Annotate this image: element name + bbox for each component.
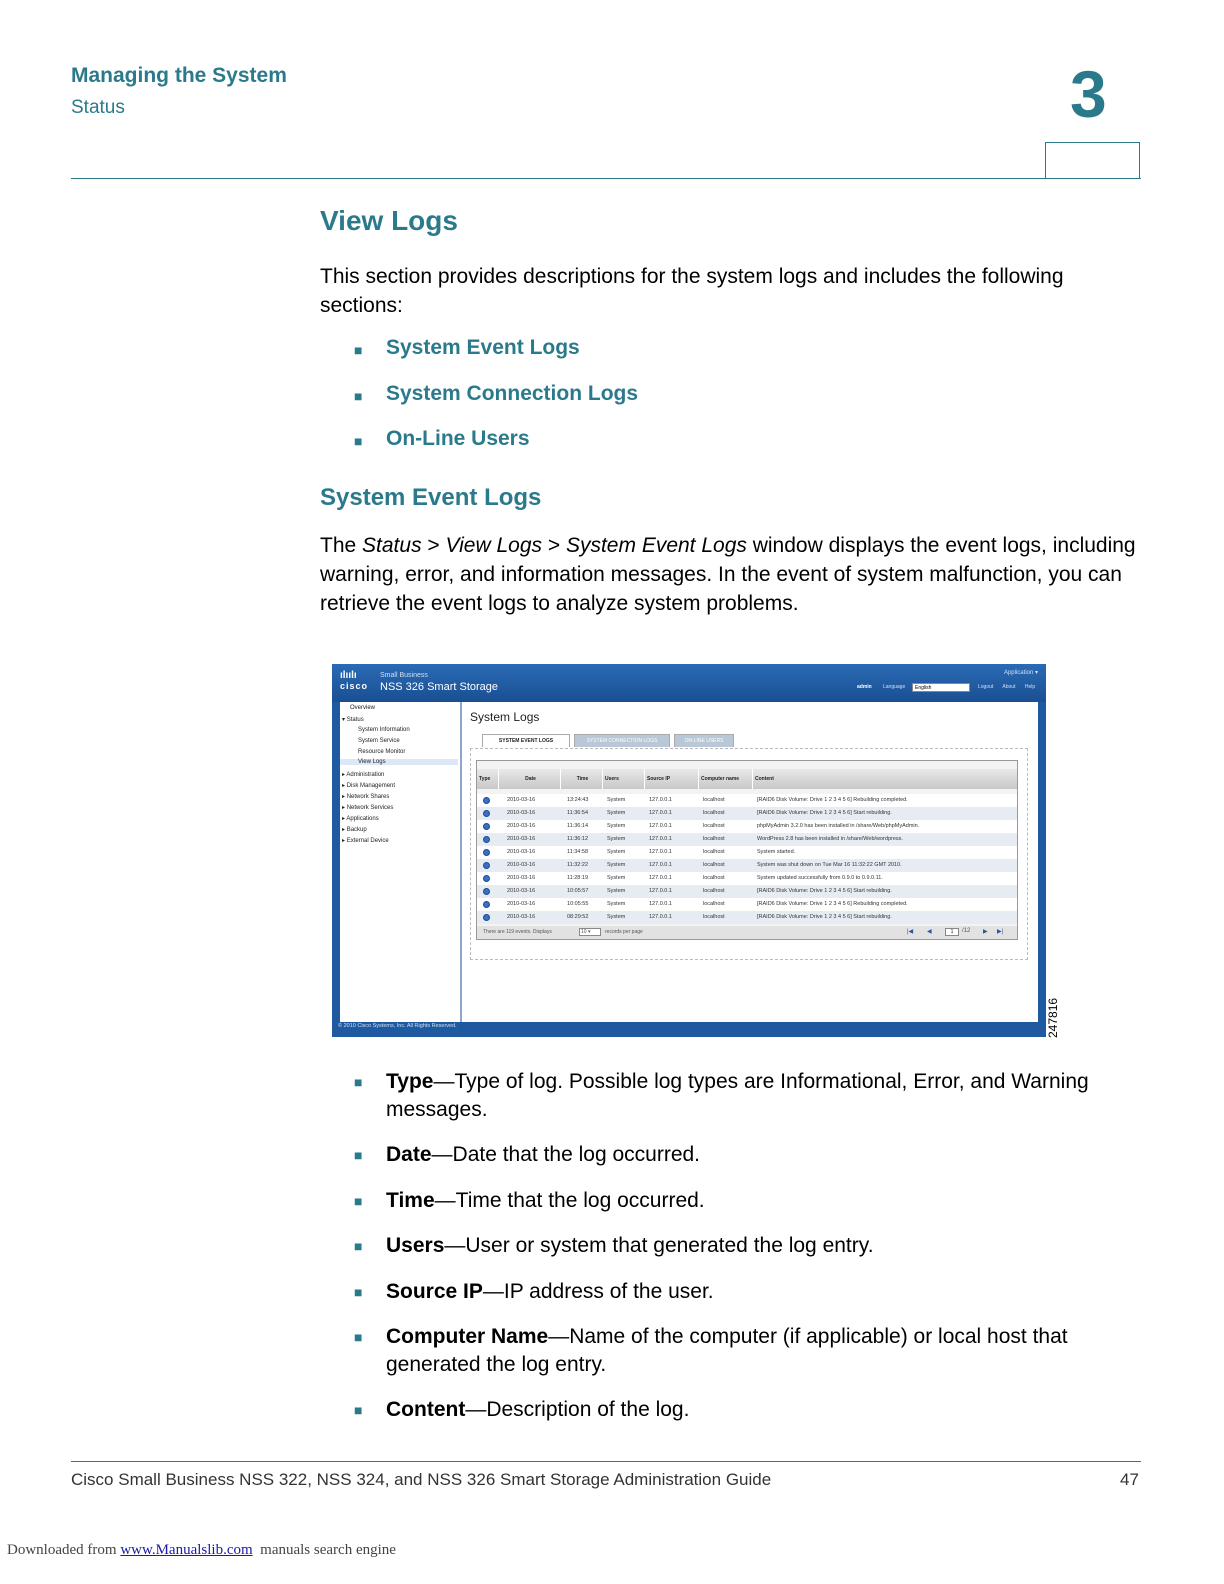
definition: —Description of the log.	[465, 1398, 690, 1421]
nav-view-logs[interactable]: View Logs	[340, 759, 458, 765]
section-title: View Logs	[320, 205, 458, 236]
cell-source-ip: 127.0.0.1	[649, 875, 672, 881]
cell-source-ip: 127.0.0.1	[649, 823, 672, 829]
cell-date: 2010-03-16	[507, 836, 536, 842]
info-icon	[483, 810, 490, 817]
cisco-wordmark: cisco	[340, 681, 369, 691]
nav-label: Network Shares	[346, 794, 390, 800]
bullet-icon: ■	[354, 1402, 363, 1418]
term: Source IP	[386, 1280, 483, 1303]
cell-users: System	[607, 888, 626, 894]
cell-content: [RAID6 Disk Volume: Drive 1 2 3 4 5 6] Start rebuilding.	[757, 810, 892, 816]
col-source-ip[interactable]: Source IP	[645, 769, 699, 789]
cell-content: [RAID6 Disk Volume: Drive 1 2 3 4 5 6] Rebuilding completed.	[757, 901, 908, 907]
cell-computer-name: localhost	[703, 823, 725, 829]
cell-content: WordPress 2.8 has been installed in /share/Web/wordpress.	[757, 836, 903, 842]
cell-date: 2010-03-16	[507, 810, 536, 816]
cell-computer-name: localhost	[703, 901, 725, 907]
nav-system-service[interactable]: System Service	[358, 738, 400, 744]
records-per-page-value: 10	[581, 929, 587, 935]
page-number: 47	[1120, 1470, 1139, 1489]
expand-icon: ▸	[342, 816, 347, 822]
sidebar-nav	[340, 702, 462, 1022]
figure-number: 247816	[1046, 997, 1060, 1038]
tab-system-event-logs[interactable]: SYSTEM EVENT LOGS	[482, 734, 570, 747]
definition: —Time that the log occurred.	[434, 1189, 705, 1212]
cell-computer-name: localhost	[703, 875, 725, 881]
cell-time: 11:32:22	[567, 862, 589, 868]
def-date	[386, 1141, 1146, 1169]
cell-time: 10:05:57	[567, 888, 589, 894]
text-run: window displays the event logs, including warning, error, and information messages. In the event of system malfunction, you can retrieve the event logs to analyze system problems.	[320, 534, 1136, 615]
term: Type	[386, 1070, 434, 1093]
col-date[interactable]: Date	[499, 769, 561, 789]
download-suffix: manuals search engine	[252, 1542, 396, 1558]
cell-time: 11:36:14	[567, 823, 589, 829]
bullet-icon: ■	[354, 1284, 363, 1300]
admin-user: admin	[857, 684, 872, 690]
page-title: System Logs	[470, 710, 540, 724]
events-count: There are 119 events. Displays	[483, 929, 552, 935]
download-notice	[7, 1542, 396, 1559]
last-page-icon[interactable]: ▶|	[997, 929, 1004, 935]
header-divider	[71, 178, 1141, 179]
expand-icon: ▸	[342, 772, 347, 778]
cell-users: System	[607, 823, 626, 829]
application-menu[interactable]: Application ▾	[1003, 670, 1038, 676]
nav-disk-management[interactable]	[342, 782, 395, 789]
nav-network-shares[interactable]	[342, 793, 389, 800]
app-header-bar	[332, 664, 1046, 702]
cell-content: System was shut down on Tue Mar 16 11:32:22 GMT 2010.	[757, 862, 902, 868]
cisco-bars-icon: ılıılı	[340, 670, 357, 681]
chapter-subtitle: Status	[71, 97, 125, 118]
col-time[interactable]: Time	[561, 769, 603, 789]
table-row[interactable]	[477, 872, 1017, 885]
nav-system-information[interactable]: System Information	[358, 727, 410, 733]
nav-status[interactable]	[342, 716, 364, 723]
cell-computer-name: localhost	[703, 810, 725, 816]
def-computer-name	[386, 1323, 1146, 1379]
table-row[interactable]	[477, 794, 1017, 807]
table-row[interactable]	[477, 807, 1017, 820]
cell-users: System	[607, 901, 626, 907]
definition: —Name of the computer (if applicable) or local host that generated the log entry.	[386, 1325, 1068, 1376]
bullet-icon: ■	[354, 1329, 363, 1345]
cell-date: 2010-03-16	[507, 862, 536, 868]
def-source-ip	[386, 1278, 1146, 1306]
collapse-icon: ▾	[342, 717, 347, 723]
tab-system-connection-logs[interactable]: SYSTEM CONNECTION LOGS	[574, 734, 670, 747]
link-system-connection-logs[interactable]: System Connection Logs	[386, 382, 639, 405]
nav-external-device[interactable]	[342, 837, 389, 844]
def-users	[386, 1232, 1146, 1260]
info-icon	[483, 823, 490, 830]
col-computer-name[interactable]: Computer name	[699, 769, 753, 789]
top-links[interactable]: Logout About Help	[978, 684, 1036, 690]
main-content	[462, 702, 1038, 1022]
cell-computer-name: localhost	[703, 836, 725, 842]
chapter-number: 3	[1070, 57, 1107, 131]
table-row[interactable]	[477, 859, 1017, 872]
definition: —IP address of the user.	[482, 1280, 714, 1303]
language-label: Language	[883, 684, 906, 690]
col-type[interactable]: Type	[477, 769, 499, 789]
nav-administration[interactable]	[342, 771, 384, 778]
language-value: English	[915, 685, 932, 691]
def-time	[386, 1187, 1146, 1215]
chapter-tab-box	[1045, 142, 1140, 178]
cell-date: 2010-03-16	[507, 888, 536, 894]
prev-page-icon[interactable]: ◀	[927, 929, 932, 935]
cell-time: 13:24:43	[567, 797, 589, 803]
info-icon	[483, 862, 490, 869]
nav-label: Disk Management	[346, 783, 396, 789]
cell-time: 11:34:58	[567, 849, 589, 855]
cell-computer-name: localhost	[703, 797, 725, 803]
brand-small-business: Small Business	[380, 672, 428, 679]
subsection-paragraph	[320, 531, 1140, 618]
cell-users: System	[607, 849, 626, 855]
first-page-icon[interactable]: |◀	[907, 929, 914, 935]
path-system-event-logs: System Event Logs	[565, 534, 747, 557]
path-separator: >	[421, 534, 446, 557]
chapter-title: Managing the System	[71, 64, 287, 87]
guide-title: Cisco Small Business NSS 322, NSS 324, and NSS 326 Smart Storage Administration Guide	[71, 1470, 772, 1489]
cell-date: 2010-03-16	[507, 875, 536, 881]
info-icon	[483, 901, 490, 908]
path-status: Status	[362, 534, 422, 557]
info-icon	[483, 914, 490, 921]
def-type	[386, 1068, 1146, 1124]
cell-users: System	[607, 914, 626, 920]
bullet-icon: ■	[354, 342, 363, 358]
cell-source-ip: 127.0.0.1	[649, 862, 672, 868]
cell-source-ip: 127.0.0.1	[649, 888, 672, 894]
records-per-page-label: records per page	[605, 929, 643, 935]
table-row[interactable]	[477, 846, 1017, 859]
definition: —Type of log. Possible log types are Informational, Error, and Warning messages.	[386, 1070, 1089, 1121]
cell-content: System updated successfully from 0.9.0 to 0.9.0.11.	[757, 875, 883, 881]
cell-source-ip: 127.0.0.1	[649, 810, 672, 816]
info-icon	[483, 797, 490, 804]
bullet-icon: ■	[354, 1193, 363, 1209]
cell-time: 11:36:54	[567, 810, 589, 816]
subsection-title: System Event Logs	[320, 484, 542, 511]
expand-icon: ▸	[342, 783, 347, 789]
table-footer	[477, 926, 1017, 939]
info-icon	[483, 849, 490, 856]
cell-content: phpMyAdmin 3.2.0 has been installed in /share/Web/phpMyAdmin.	[757, 823, 920, 829]
language-select[interactable]	[912, 683, 970, 692]
copyright: © 2010 Cisco Systems, Inc. All Rights Reserved.	[338, 1023, 457, 1029]
event-log-table	[476, 760, 1018, 940]
cell-users: System	[607, 797, 626, 803]
page-input[interactable]: 1	[945, 928, 959, 936]
table-row[interactable]	[477, 911, 1017, 924]
table-row[interactable]	[477, 898, 1017, 911]
manualslib-link[interactable]: www.Manualslib.com	[120, 1542, 253, 1558]
table-row[interactable]	[477, 885, 1017, 898]
link-system-event-logs[interactable]: System Event Logs	[386, 336, 580, 359]
cell-content: System started.	[757, 849, 796, 855]
cell-computer-name: localhost	[703, 849, 725, 855]
nav-backup[interactable]	[342, 826, 367, 833]
definition: —User or system that generated the log entry.	[444, 1234, 874, 1257]
nav-label: Administration	[346, 772, 385, 778]
cell-users: System	[607, 875, 626, 881]
tab-online-users[interactable]: ON-LINE USERS	[674, 734, 734, 747]
term: Date	[386, 1143, 432, 1166]
definition: —Date that the log occurred.	[431, 1143, 701, 1166]
col-users[interactable]: Users	[603, 769, 645, 789]
intro-paragraph: This section provides descriptions for the system logs and includes the following sections:	[320, 265, 1064, 317]
cell-source-ip: 127.0.0.1	[649, 836, 672, 842]
cell-source-ip: 127.0.0.1	[649, 901, 672, 907]
footer-divider	[71, 1461, 1141, 1462]
cell-users: System	[607, 810, 626, 816]
cell-date: 2010-03-16	[507, 914, 536, 920]
nav-label: Status	[346, 717, 364, 723]
pager	[907, 928, 1011, 937]
nav-network-services[interactable]	[342, 804, 393, 811]
cell-date: 2010-03-16	[507, 849, 536, 855]
info-icon	[483, 836, 490, 843]
table-row[interactable]	[477, 833, 1017, 846]
expand-icon: ▸	[342, 827, 347, 833]
nav-overview[interactable]: Overview	[350, 705, 376, 711]
nav-resource-monitor[interactable]: Resource Monitor	[358, 749, 406, 755]
link-online-users[interactable]: On-Line Users	[386, 427, 530, 450]
cell-computer-name: localhost	[703, 862, 725, 868]
screenshot-figure	[332, 664, 1046, 1037]
cell-content: [RAID6 Disk Volume: Drive 1 2 3 4 5 6] Start rebuilding.	[757, 914, 892, 920]
bullet-icon: ■	[354, 1238, 363, 1254]
term: Users	[386, 1234, 445, 1257]
product-name: NSS 326 Smart Storage	[380, 681, 499, 693]
cell-content: [RAID6 Disk Volume: Drive 1 2 3 4 5 6] Start rebuilding.	[757, 888, 892, 894]
bullet-icon: ■	[354, 1147, 363, 1163]
nav-applications[interactable]	[342, 815, 379, 822]
cell-source-ip: 127.0.0.1	[649, 797, 672, 803]
table-row[interactable]	[477, 820, 1017, 833]
cell-time: 11:28:19	[567, 875, 589, 881]
cell-content: [RAID6 Disk Volume: Drive 1 2 3 4 5 6] Rebuilding completed.	[757, 797, 908, 803]
nav-label: Backup	[346, 827, 367, 833]
nav-label: Applications	[346, 816, 379, 822]
term: Computer Name	[386, 1325, 549, 1348]
expand-icon: ▸	[342, 794, 347, 800]
cell-source-ip: 127.0.0.1	[649, 914, 672, 920]
cell-computer-name: localhost	[703, 888, 725, 894]
cell-time: 11:36:12	[567, 836, 589, 842]
cell-users: System	[607, 836, 626, 842]
nav-label: External Device	[346, 838, 389, 844]
cell-time: 08:29:52	[567, 914, 589, 920]
cell-date: 2010-03-16	[507, 797, 536, 803]
bullet-icon: ■	[354, 1074, 363, 1090]
cell-source-ip: 127.0.0.1	[649, 849, 672, 855]
bullet-icon: ■	[354, 433, 363, 449]
cell-date: 2010-03-16	[507, 901, 536, 907]
cell-date: 2010-03-16	[507, 823, 536, 829]
cisco-logo	[340, 670, 368, 691]
path-view-logs: View Logs	[445, 534, 543, 557]
path-separator: >	[542, 534, 566, 557]
nav-label: Network Services	[346, 805, 394, 811]
text-run: The	[320, 534, 363, 557]
expand-icon: ▸	[342, 805, 347, 811]
info-icon	[483, 888, 490, 895]
expand-icon: ▸	[342, 838, 347, 844]
col-content[interactable]: Content	[755, 776, 774, 782]
info-icon	[483, 875, 490, 882]
table-header	[477, 769, 1017, 789]
bullet-icon: ■	[354, 388, 363, 404]
records-per-page-select[interactable]: 10 ▾	[579, 928, 601, 936]
next-page-icon[interactable]: ▶	[983, 929, 988, 935]
page-total: /12	[962, 928, 971, 934]
download-prefix: Downloaded from	[7, 1542, 121, 1558]
term: Content	[386, 1398, 466, 1421]
cell-time: 10:05:55	[567, 901, 589, 907]
cell-computer-name: localhost	[703, 914, 725, 920]
def-content	[386, 1396, 1146, 1424]
term: Time	[386, 1189, 435, 1212]
cell-users: System	[607, 862, 626, 868]
